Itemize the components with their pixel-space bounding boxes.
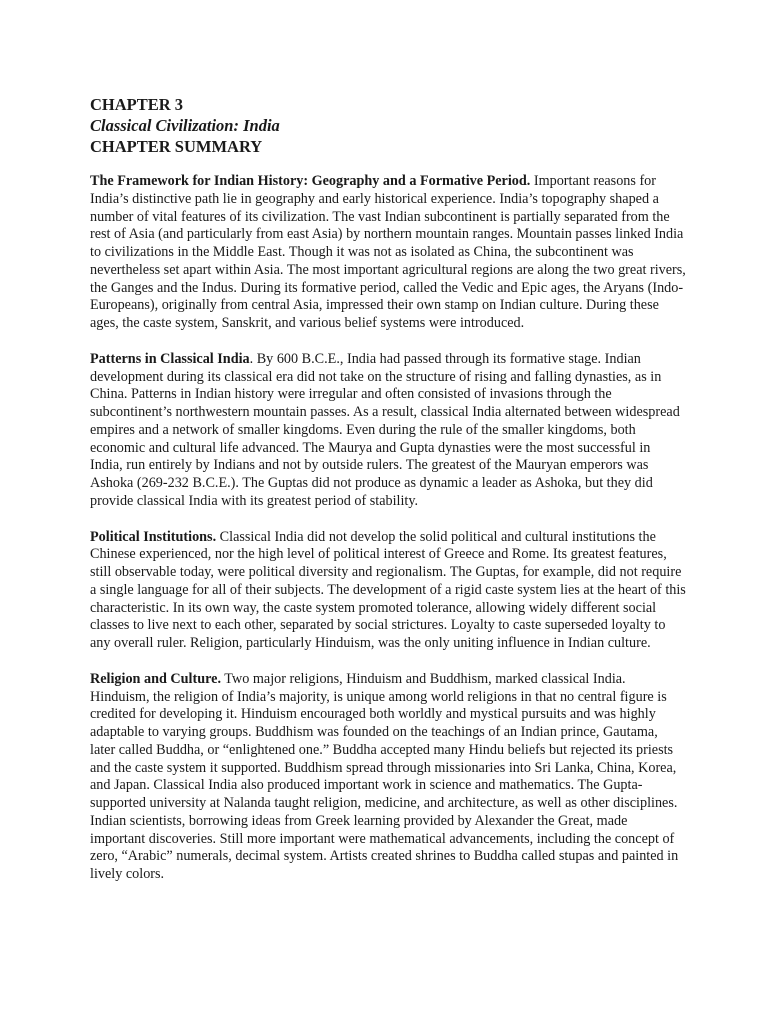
section-heading: Religion and Culture. xyxy=(90,670,221,687)
chapter-title: Classical Civilization: India xyxy=(90,116,280,135)
section-heading: Political Institutions. xyxy=(90,528,217,545)
section-patterns xyxy=(90,351,686,511)
section-body: Important reasons for India’s distinctive path lie in geography and early historical experience. India’s topography shaped a number of vital features of its civilization. The vast Indian subcontinent is partially separated from the rest of Asia (and particularly from east Asia) by northern mountain ranges. Mountain passes linked India to civilizations in the Middle East. Though it was not as isolated as China, the subcontinent was nevertheless set apart within Asia. The most important agricultural regions are along the two great rivers, the Ganges and the Indus. During its formative period, called the Vedic and Epic ages, the Aryans (Indo-Europeans), originally from central Asia, impressed their own stamp on Indian culture. During these ages, the caste system, Sanskrit, and various belief systems were introduced. xyxy=(90,173,686,331)
section-heading: The Framework for Indian History: Geography and a Formative Period. xyxy=(90,173,531,189)
section-body: Classical India did not develop the solid political and cultural institutions the Chinese experienced, nor the high level of political interest of Greece and Rome. Its greatest features, still observable today, were political diversity and regionalism. The Guptas, for example, did not require a single language for all of their subjects. The development of a rigid caste system lies at the heart of this characteristic. In its own way, the caste system promoted tolerance, allowing widely different social classes to live next to each other, separated by social strictures. Loyalty to caste superseded loyalty to any overall ruler. Religion, particularly Hinduism, was the only uniting influence in Indian culture. xyxy=(90,528,686,651)
section-religion-culture xyxy=(90,671,686,884)
section-body: . By 600 B.C.E., India had passed through its formative stage. Indian development during its classical era did not take on the structure of rising and falling dynasties, as in China. Patterns in Indian history were irregular and often consisted of invasions through the subcontinent’s northwestern mountain passes. As a result, classical India alternated between widespread empires and a network of smaller kingdoms. Even during the rule of the smaller kingdoms, both economic and cultural life advanced. The Maurya and Gupta dynasties were the most successful in India, run entirely by Indians and not by outside rulers. The greatest of the Mauryan emperors was Ashoka (269-232 B.C.E.). The Guptas did not produce as dynamic a leader as Ashoka, but they did provide classical India with its greatest period of stability. xyxy=(90,350,680,509)
document-page xyxy=(90,94,686,902)
section-body: Two major religions, Hinduism and Buddhism, marked classical India. Hinduism, the religion of India’s majority, is unique among world religions in that no central figure is credited for developing it. Hinduism encouraged both worldly and mystical pursuits and was highly adaptable to varying groups. Buddhism was founded on the teachings of an Indian prince, Gautama, later called Buddha, or “enlightened one.” Buddha accepted many Hindu beliefs but rejected its priests and the caste system it supported. Buddhism spread through missionaries into Sri Lanka, China, Korea, and Japan. Classical India also produced important work in science and mathematics. The Gupta-supported university at Nalanda taught religion, medicine, and architecture, as well as other disciplines. Indian scientists, borrowing ideas from Greek learning provided by Alexander the Great, made important discoveries. Still more important were mathematical advancements, including the concept of zero, “Arabic” numerals, decimal system. Artists created shrines to Buddha called stupas and painted in lively colors. xyxy=(90,670,679,882)
section-political-institutions xyxy=(90,529,686,653)
chapter-number: CHAPTER 3 xyxy=(90,95,184,114)
section-framework xyxy=(90,173,686,333)
chapter-summary-body xyxy=(90,173,686,884)
section-heading: Patterns in Classical India xyxy=(90,350,250,367)
chapter-summary-heading: CHAPTER SUMMARY xyxy=(90,137,263,156)
